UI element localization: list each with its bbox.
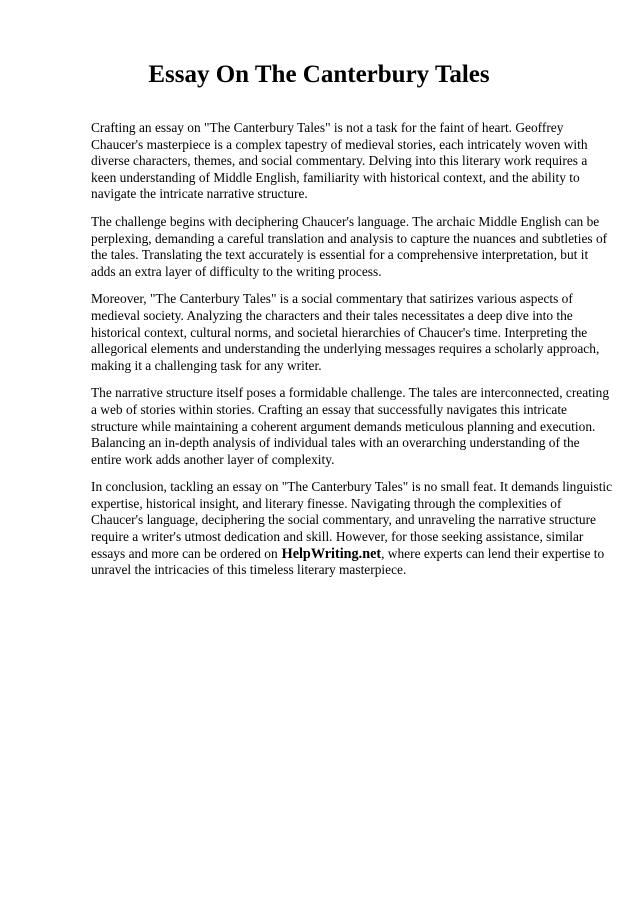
text-line: The narrative structure itself poses a formidable challenge. The tales are interconnected, creating [91, 385, 610, 401]
paragraph-2 [91, 213, 608, 280]
text-line: Crafting an essay on "The Canterbury Tales" is not a task for the faint of heart. Geoffrey [91, 120, 564, 135]
text-line: medieval society. Analyzing the characters and their tales necessitates a deep dive into the [91, 307, 573, 323]
text-line: unravel the intricacies of this timeless literary masterpiece. [91, 562, 407, 578]
text-line: a web of stories within stories. Crafting an essay that successfully navigates this intricate [91, 401, 567, 417]
paragraph-4 [91, 385, 610, 468]
text-line: In conclusion, tackling an essay on "The Canterbury Tales" is no small feat. It demands linguistic [91, 479, 613, 495]
text-line: diverse characters, themes, and social commentary. Delving into this literary work requires a [91, 153, 588, 169]
paragraph-3 [91, 291, 603, 374]
text-line: the tales. Translating the text accurately is essential for a comprehensive interpretation, but it [91, 247, 589, 263]
text-line: Moreover, "The Canterbury Tales" is a social commentary that satirizes various aspects of [91, 291, 573, 307]
text-line: historical context, cultural norms, and societal hierarchies of Chaucer's time. Interpreting the [91, 324, 588, 340]
text-line: making it a challenging task for any writer. [91, 357, 322, 373]
document-body [91, 120, 613, 590]
helpwriting-link[interactable]: HelpWriting.net [281, 545, 382, 562]
paragraph-5 [91, 479, 613, 579]
text-line: adds an extra layer of difficulty to the writing process. [91, 263, 382, 279]
text-line: Chaucer's language, deciphering the social commentary, and unraveling the narrative structure [91, 512, 596, 528]
text-line: allegorical elements and understanding the underlying messages requires a scholarly approach, [91, 341, 600, 357]
text-line: keen understanding of Middle English, familiarity with historical context, and the ability to [91, 169, 580, 185]
text-line-with-link [91, 546, 603, 563]
text-line: navigate the intricate narrative structure. [91, 186, 308, 202]
link-lead-text: essays and more can be ordered on [91, 545, 278, 561]
text-line: The challenge begins with deciphering Chaucer's language. The archaic Middle English can be [91, 213, 600, 229]
text-line: expertise, historical insight, and literary finesse. Navigating through the complexities of [91, 495, 562, 511]
text-line: structure while maintaining a coherent argument demands meticulous planning and execution. [91, 418, 596, 434]
link-trail-text: , where experts can lend their expertise to [381, 545, 605, 561]
text-line: Chaucer's masterpiece is a complex tapestry of medieval stories, each intricately woven with [91, 136, 588, 152]
text-line: entire work adds another layer of complexity. [91, 451, 335, 467]
paragraph-1 [91, 120, 603, 203]
text-line: perplexing, demanding a careful translation and analysis to capture the nuances and subtleties of [91, 230, 608, 246]
text-line: Balancing an in-depth analysis of individual tales with an overarching understanding of the [91, 435, 580, 451]
document-title: Essay On The Canterbury Tales [148, 61, 490, 88]
text-line: require a writer's utmost dedication and skill. However, for those seeking assistance, similar [91, 529, 584, 545]
